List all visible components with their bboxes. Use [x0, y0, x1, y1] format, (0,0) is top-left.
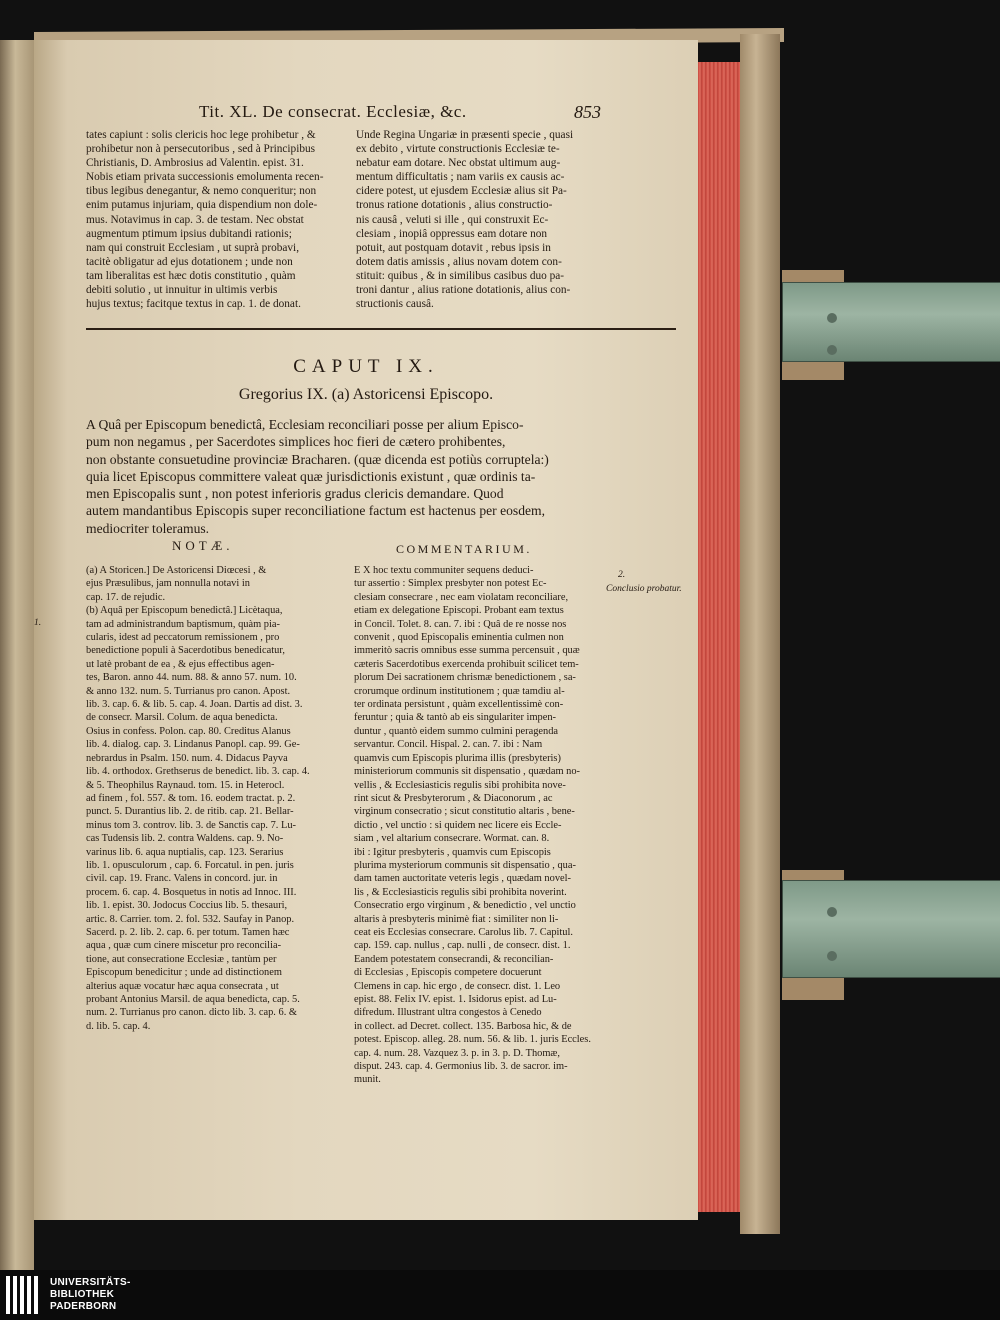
- note-line: civil. cap. 19. Franc. Valens in concord. jur. in: [86, 873, 278, 885]
- notes-column: [86, 564, 348, 1033]
- commentary-line: feruntur ; quia & tantò ab eis singulariter impen-: [354, 712, 556, 724]
- note-line: cap. 17. de rejudic.: [86, 591, 166, 603]
- commentary-line: tur assertio : Simplex presbyter non potest Ec-: [354, 578, 547, 590]
- commentary-line: dam tamen auctoritate veteris legis , quædam novel-: [354, 873, 571, 885]
- commentary-line: Eandem potestatem consecrandi, & reconcilian-: [354, 953, 554, 965]
- note-line: Osius in confess. Polon. cap. 80. Creditus Alanus: [86, 725, 291, 737]
- note-line: Episcopum benedicitur ; unde ad distinctionem: [86, 967, 282, 979]
- brass-clasp-lower: [782, 880, 1000, 978]
- note-line: lib. 4. orthodox. Grethserus de benedict. lib. 3. cap. 4.: [86, 766, 310, 778]
- commentary-line: virginum consecratio ; sicut constitutio altaris , bene-: [354, 806, 575, 818]
- text-line: Nobis etiam privata successionis emolumenta recen-: [86, 171, 324, 184]
- note-line: tione, aut consecratione Ecclesiæ , tantùm per: [86, 953, 277, 965]
- text-line: tates capiunt : solis clericis hoc lege prohibetur , &: [86, 129, 316, 141]
- book-cover-edge: [740, 34, 780, 1234]
- commentary-line: cap. 159. cap. nullus , cap. nulli , de consecr. dist. 1.: [354, 940, 571, 952]
- margin-number-right: 2.: [618, 570, 626, 580]
- text-line: mentum difficultatis ; nam variis ex causis ac-: [356, 171, 565, 184]
- note-line: Sacerd. p. 2. lib. 2. cap. 6. per totum. Tamen hæc: [86, 926, 290, 938]
- running-header: Tit. XL. De consecrat. Ecclesiæ, &c.: [199, 102, 467, 121]
- text-line: A Quâ per Episcopum benedictâ, Ecclesiam reconciliari posse per alium Episco-: [86, 417, 524, 432]
- commentary-line: ter ordinata persistunt , quàm excellentissimè con-: [354, 699, 564, 711]
- note-line: varinus lib. 6. aqua nuptialis, cap. 123. Serarius: [86, 846, 284, 858]
- commentary-line: servantur. Concil. Hispal. 2. can. 7. ibi : Nam: [354, 739, 543, 751]
- note-line: & 5. Theophilus Raynaud. tom. 15. in Heterocl.: [86, 779, 285, 791]
- red-fore-edge: [698, 62, 740, 1212]
- commentary-line: munit.: [354, 1074, 381, 1086]
- library-name-line3: PADERBORN: [50, 1301, 117, 1312]
- text-line: enim putamus injuriam, quia dispendium non dole-: [86, 199, 318, 212]
- commentary-line: di Ecclesias , Episcopis competere docuerunt: [354, 967, 542, 979]
- commentary-line: etiam ex delegatione Episcopi. Probant eam textus: [354, 605, 564, 617]
- text-line: hujus textus; facitque textus in cap. 1. de donat.: [86, 298, 301, 311]
- clasp-stud: [827, 951, 837, 961]
- commentary-line: cap. 4. num. 28. Vazquez 3. p. in 3. p. D. Thomæ,: [354, 1047, 560, 1059]
- text-line: clesiam , inopiâ oppressus eam dotare non: [356, 227, 548, 240]
- top-left-column: [86, 128, 348, 311]
- text-line: tibus legibus denegantur, & nemo conqueritur; non: [86, 185, 317, 198]
- text-line: nis causâ , veluti si ille , qui construxit Ec-: [356, 213, 549, 226]
- text-line: quia licet Episcopus committere valeat quæ jurisdictionis existunt , quæ ordinis ta-: [86, 468, 536, 484]
- text-line: debiti solutio , ut innuitur in ultimis verbis: [86, 284, 278, 297]
- commentary-line: ibi : Igitur presbyteris , quamvis cum Episcopis: [354, 846, 551, 858]
- commentary-line: ministeriorum communis sit dispensatio , quædam no-: [354, 766, 580, 778]
- commentary-line: crorumque ordinum institutionem ; quæ tamdiu al-: [354, 685, 565, 697]
- main-text: [86, 416, 676, 537]
- commentary-line: Clemens in cap. hic ergo , de consecr. dist. 1. Leo: [354, 980, 561, 992]
- commentary-line: siam , vel altarium consecrare. Wormat. can. 8.: [354, 833, 550, 845]
- library-footer: [0, 1270, 1000, 1320]
- library-name-line2: BIBLIOTHEK: [50, 1289, 115, 1300]
- section-rule: [86, 328, 676, 330]
- commentary-line: plorum Dei sacrationem chrismæ benedictionem , sa-: [354, 672, 576, 684]
- commentary-line: Consecratio ergo virginum , & benedictio , vel unctio: [354, 900, 576, 912]
- commentary-line: convenit , quod Episcopalis eminentia culmen non: [354, 632, 564, 644]
- commentary-line: in Concil. Tolet. 8. can. 7. ibi : Quâ de re nosse nos: [354, 618, 567, 630]
- text-line: augmentum ptimum ipsius dubitandi rationis;: [86, 227, 292, 240]
- note-line: tes, Baron. anno 44. num. 88. & anno 57. num. 10.: [86, 672, 297, 684]
- commentary-line: vellis , & Ecclesiasticis regulis sibi prohibita nove-: [354, 779, 566, 791]
- chapter-title: CAPUT IX.: [293, 356, 439, 377]
- note-line: tam ad administrandum baptismum, quàm pia-: [86, 618, 280, 630]
- margin-number-left: 1.: [34, 618, 42, 628]
- note-line: cularis, idest ad peccatorum remissionem , pro: [86, 632, 280, 644]
- library-name-line1: UNIVERSITÄTS-: [50, 1277, 131, 1288]
- commentary-line: epist. 88. Felix IV. epist. 1. Isidorus epist. ad Lu-: [354, 994, 557, 1005]
- commentary-line: plurima mysteriorum communis sit dispensatio , qua-: [354, 859, 576, 871]
- note-line: ad finem , fol. 557. & tom. 16. eodem tractat. p. 2.: [86, 792, 296, 804]
- top-right-column: [356, 128, 674, 311]
- commentarium-heading: COMMENTARIUM.: [396, 542, 532, 556]
- note-line: punct. 5. Durantius lib. 2. de ritib. cap. 21. Bellar-: [86, 806, 294, 818]
- page-number: 853: [574, 102, 601, 122]
- text-line: cidere potest, ut ejusdem Ecclesiæ alius sit Pa-: [356, 185, 567, 198]
- note-line: ejus Præsulibus, jam nonnulla notavi in: [86, 578, 250, 590]
- text-line: autem mandantibus Episcopis super reconciliatione factum est hactenus per eosdem,: [86, 503, 546, 519]
- note-line: nebrardus in Psalm. 150. num. 4. Didacus Payva: [86, 752, 288, 764]
- commentary-line: clesiam consecrare , nec eam violatam reconciliare,: [354, 591, 569, 603]
- note-line: benedictione populi à Sacerdotibus benedicatur,: [86, 645, 285, 657]
- text-line: structionis causâ.: [356, 298, 434, 311]
- note-line: cas Tudensis lib. 2. contra Waldens. cap. 9. No-: [86, 833, 284, 845]
- commentary-line: rint sicut & Presbyterorum , & Diaconorum , ac: [354, 792, 553, 804]
- note-line: aqua , quæ cum cinere miscetur pro reconcilia-: [86, 940, 282, 952]
- clasp-stud: [827, 345, 837, 355]
- note-line: lib. 4. dialog. cap. 3. Lindanus Panopl. cap. 99. Ge-: [86, 739, 300, 751]
- text-line: mus. Notavimus in cap. 3. de testam. Nec obstat: [86, 213, 304, 226]
- book-page: [34, 40, 698, 1220]
- text-line: troni dantur , alius ratione dotationis, alius con-: [356, 284, 571, 297]
- note-line: artic. 8. Carrier. tom. 2. fol. 532. Saufay in Panop.: [86, 913, 295, 925]
- commentary-line: duntur , quantò eidem summo culmini peragenda: [354, 725, 559, 737]
- commentary-line: altaris à presbyteris minimè fiat : similiter non li-: [354, 913, 559, 925]
- commentary-line: lis , & Ecclesiasticis regulis sibi prohibita noverint.: [354, 886, 567, 898]
- text-line: men Episcopalis sunt , non potest inferioris gradus clericis demandare. Quod: [86, 486, 504, 502]
- text-line: nebatur eam dotare. Nec obstat ultimum aug-: [356, 157, 561, 170]
- text-line: stituit: quibus , & in similibus casibus duo pa-: [356, 269, 565, 282]
- note-line: (a) A Storicen.] De Astoricensi Diœcesi , &: [86, 565, 267, 576]
- left-page-edge: [0, 40, 34, 1270]
- brass-clasp-upper: [782, 282, 1000, 362]
- note-line: procem. 6. cap. 4. Bosquetus in notis ad Innoc. III.: [86, 886, 297, 898]
- text-line: Unde Regina Ungariæ in præsenti specie , quasi: [356, 129, 574, 141]
- text-line: pum non negamus , per Sacerdotes simplices hoc fieri de cætero prohibentes,: [86, 434, 506, 450]
- note-line: d. lib. 5. cap. 4.: [86, 1020, 151, 1032]
- text-line: mediocriter toleramus.: [86, 520, 210, 536]
- text-line: non obstante consuetudine provinciæ Bracharen. (quæ dicenda est potiùs corruptela:): [86, 451, 549, 467]
- text-line: tacitè obligatur ad ejus dotationem ; unde non: [86, 255, 293, 268]
- chapter-subtitle: Gregorius IX. (a) Astoricensi Episcopo.: [238, 386, 494, 403]
- note-line: probant Antonius Marsil. de aqua benedicta, cap. 5.: [86, 994, 300, 1005]
- note-line: num. 2. Turrianus pro canon. dicto lib. 3. cap. 6. &: [86, 1007, 297, 1019]
- notae-heading: NOTÆ.: [172, 538, 234, 553]
- text-line: Christianis, D. Ambrosius ad Valentin. epist. 31.: [86, 157, 304, 170]
- note-line: lib. 1. epist. 30. Jodocus Coccius lib. 5. thesauri,: [86, 900, 288, 912]
- clasp-stud: [827, 313, 837, 323]
- commentary-line: cæteris Sacerdotibus exercenda prohibuit scilicet tem-: [354, 658, 579, 670]
- commentary-line: potest. Episcop. alleg. 28. num. 56. & lib. 1. juris Eccles.: [354, 1034, 591, 1046]
- commentary-line: quamvis cum Episcopis plurima illis (presbyteris): [354, 752, 561, 764]
- commentary-line: difredum. Illustrant ultra congestos à Cenedo: [354, 1007, 542, 1019]
- note-line: & anno 132. num. 5. Turrianus pro canon. Apost.: [86, 685, 291, 697]
- commentary-line: in collect. ad Decret. collect. 135. Barbosa hic, & de: [354, 1020, 572, 1032]
- text-line: potuit, aut postquam dotavit , rebus ipsis in: [356, 241, 551, 254]
- note-line: lib. 1. opusculorum , cap. 6. Forcatul. in pen. juris: [86, 859, 294, 871]
- note-line: minus tom 3. controv. lib. 3. de Sanctis cap. 7. Lu-: [86, 819, 296, 831]
- text-line: ex debito , virtute constructionis Ecclesiæ te-: [356, 143, 560, 156]
- note-line: lib. 3. cap. 6. & lib. 5. cap. 4. Joan. Dartis ad dist. 3.: [86, 699, 303, 711]
- text-line: tronus ratione dotationis , alius constructio-: [356, 199, 553, 212]
- note-line: alterius aquæ vocatur hæc aqua consecrata , ut: [86, 980, 279, 992]
- commentary-line: immeritò sacris omnibus esse summa percensuit , quæ: [354, 645, 580, 657]
- note-line: ut latè probant de ea , & ejus effectibus agen-: [86, 658, 275, 670]
- clasp-stud: [827, 907, 837, 917]
- library-name: [50, 1277, 131, 1313]
- commentary-line: E X hoc textu communiter sequens deduci-: [354, 565, 534, 576]
- text-line: tam liberalitas est hæc dotis constitutio , quàm: [86, 269, 296, 282]
- text-line: prohibetur non à persecutoribus , sed à Principibus: [86, 143, 316, 156]
- commentary-line: dictio , vel unctio : si quidem nec licere eis Eccle-: [354, 819, 562, 831]
- text-line: nam qui construit Ecclesiam , ut suprà probavi,: [86, 241, 300, 254]
- library-logo-icon: [6, 1276, 42, 1314]
- note-line: (b) Aquâ per Episcopum benedictâ.] Licètaqua,: [86, 605, 283, 617]
- note-line: de consecr. Marsil. Colum. de aqua benedicta.: [86, 712, 278, 724]
- text-line: dotem datis amissis , alius novam dotem con-: [356, 255, 562, 268]
- margin-note-right: Conclusio probatur.: [606, 584, 682, 594]
- commentary-line: ceat eis Ecclesias consecrare. Carolus lib. 7. Capitul.: [354, 926, 573, 938]
- commentary-line: disput. 243. cap. 4. Germonius lib. 3. de sacror. im-: [354, 1061, 568, 1073]
- commentary-column: [354, 564, 604, 1087]
